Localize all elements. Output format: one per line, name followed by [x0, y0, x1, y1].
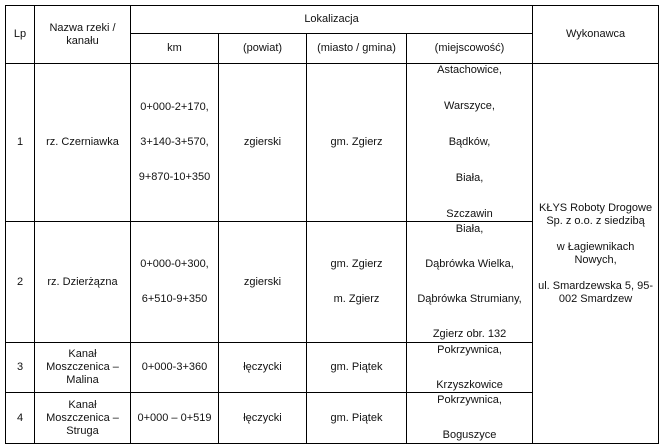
gmina-name: m. Zgierz: [333, 293, 380, 305]
place-name: Dąbrówka Strumiany,: [417, 293, 522, 305]
row-places: [407, 64, 533, 222]
row-river-name: Kanał Moszczenica – Struga: [35, 393, 131, 444]
gmina-name: gm. Zgierz: [330, 258, 383, 270]
place-name: Biała,: [455, 172, 484, 184]
row-km: [131, 222, 219, 343]
row-places: [407, 343, 533, 393]
row-km: [131, 343, 219, 393]
works-table: [5, 5, 659, 444]
row-powiat: łęczycki: [219, 343, 307, 393]
contractor-address: ul. Smardzewska 5, 95-002 Smardzew: [538, 279, 654, 305]
place-name: Bądków,: [448, 136, 491, 148]
gmina-name: gm. Piątek: [330, 361, 383, 373]
table-row: [6, 64, 659, 222]
row-gmina: [307, 343, 407, 393]
header-river-name: Nazwa rzeki / kanału: [35, 6, 131, 64]
place-name: Boguszyce: [442, 429, 497, 441]
row-river-name: rz. Czerniawka: [35, 64, 131, 222]
km-range: 0+000 – 0+519: [137, 411, 212, 424]
row-powiat: zgierski: [219, 222, 307, 343]
header-lp: Lp: [6, 6, 35, 64]
place-name: Szczawin: [446, 208, 493, 220]
contractor-locality: w Łagiewnikach Nowych,: [556, 240, 635, 266]
row-lp: 2: [6, 222, 35, 343]
place-name: Krzyszkowice: [436, 378, 503, 391]
km-range: 6+510-9+350: [141, 293, 208, 305]
row-gmina: [307, 393, 407, 444]
km-range: 3+140-3+570,: [140, 136, 209, 148]
km-range: 0+000-3+360: [141, 361, 208, 373]
row-lp: 1: [6, 64, 35, 222]
km-range: 0+000-2+170,: [140, 101, 209, 113]
place-name: Pokrzywnica,: [437, 343, 502, 356]
header-contractor: Wykonawca: [533, 6, 659, 64]
place-name: Biała,: [455, 223, 484, 235]
row-powiat: łęczycki: [219, 393, 307, 444]
row-lp: 4: [6, 393, 35, 444]
row-places: [407, 393, 533, 444]
km-range: 9+870-10+350: [138, 171, 211, 183]
place-name: Warszyce,: [444, 100, 495, 112]
row-places: [407, 222, 533, 343]
row-river-name: rz. Dzierżązna: [35, 222, 131, 343]
row-river-name: Kanał Moszczenica – Malina: [35, 343, 131, 393]
header-powiat: (powiat): [219, 34, 307, 64]
header-location: Lokalizacja: [131, 6, 533, 34]
row-gmina: [307, 64, 407, 222]
contractor-cell: [533, 64, 659, 444]
contractor-name: KŁYS Roboty Drogowe Sp. z o.o. z siedzibą: [538, 201, 653, 227]
row-lp: 3: [6, 343, 35, 393]
header-km: km: [131, 34, 219, 64]
header-miejscowosc: (miejscowość): [407, 34, 533, 64]
place-name: Dąbrówka Wielka,: [425, 258, 514, 270]
place-name: Pokrzywnica,: [437, 394, 502, 406]
row-gmina: [307, 222, 407, 343]
gmina-name: gm. Zgierz: [330, 136, 383, 148]
gmina-name: gm. Piątek: [330, 411, 383, 424]
km-range: 0+000-0+300,: [140, 258, 209, 270]
row-km: [131, 64, 219, 222]
header-gmina: (miasto / gmina): [307, 34, 407, 64]
place-name: Astachowice,: [437, 64, 502, 76]
row-km: [131, 393, 219, 444]
place-name: Zgierz obr. 132: [432, 328, 507, 340]
row-powiat: zgierski: [219, 64, 307, 222]
